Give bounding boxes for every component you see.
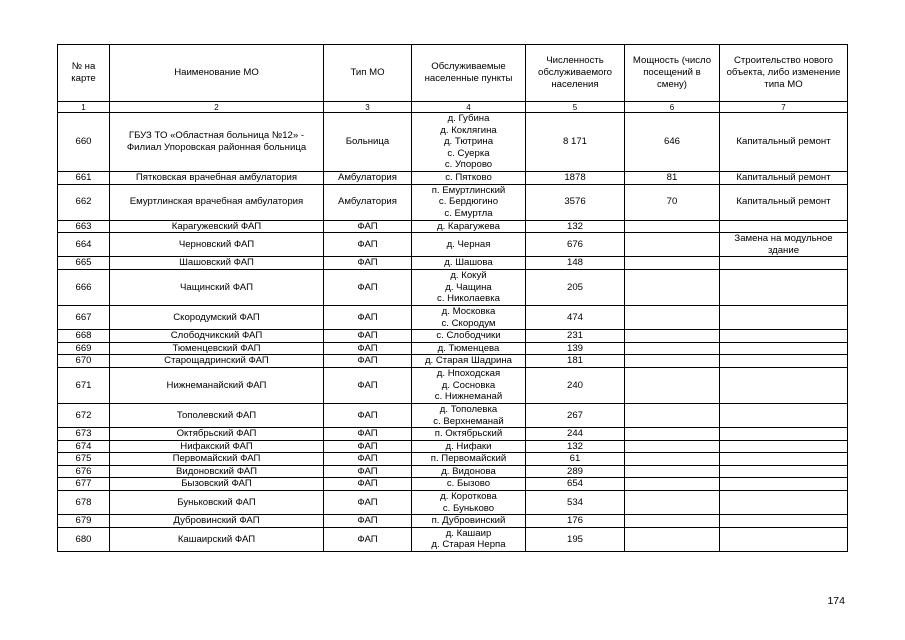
capacity-cell <box>625 403 720 427</box>
map-number-cell: 675 <box>58 453 110 466</box>
mo-type-cell: ФАП <box>324 453 412 466</box>
header-mo-name: Наименование МО <box>110 45 324 102</box>
capacity-cell <box>625 515 720 528</box>
settlement-name: д. Кокуй <box>450 270 487 282</box>
capacity-cell <box>625 233 720 257</box>
table-row <box>58 515 848 528</box>
settlement-name: д. Тюменцева <box>437 342 500 354</box>
settlement-name: с. Пятково <box>445 171 492 183</box>
mo-type-cell: ФАП <box>324 220 412 233</box>
mo-name-cell: Нижнеманайский ФАП <box>110 367 324 403</box>
header-map-number: № на карте <box>58 45 110 102</box>
table-row <box>58 367 848 403</box>
map-number-cell: 679 <box>58 515 110 528</box>
settlement-name: д. Карагужева <box>436 220 500 232</box>
settlement-name: п. Дубровинский <box>431 515 506 527</box>
map-number-cell: 667 <box>58 305 110 329</box>
table-row <box>58 220 848 233</box>
mo-type-cell: Амбулатория <box>324 171 412 184</box>
population-cell: 61 <box>526 453 625 466</box>
construction-cell <box>720 428 848 441</box>
column-number: 1 <box>58 102 110 113</box>
mo-type-cell: ФАП <box>324 355 412 368</box>
mo-type-cell: Больница <box>324 113 412 172</box>
settlements-cell <box>412 355 526 368</box>
mo-type-cell: ФАП <box>324 478 412 491</box>
capacity-cell <box>625 465 720 478</box>
mo-name-cell: Видоновский ФАП <box>110 465 324 478</box>
settlements-cell <box>412 257 526 270</box>
settlement-name: п. Октябрьский <box>434 428 503 440</box>
population-cell: 267 <box>526 403 625 427</box>
table-row <box>58 184 848 220</box>
map-number-cell: 665 <box>58 257 110 270</box>
settlements-cell <box>412 515 526 528</box>
capacity-cell <box>625 257 720 270</box>
mo-name-cell: Шашовский ФАП <box>110 257 324 270</box>
capacity-cell <box>625 453 720 466</box>
capacity-cell <box>625 342 720 355</box>
settlement-name: п. Емуртлинский <box>431 184 506 196</box>
construction-cell <box>720 257 848 270</box>
settlements-cell <box>412 233 526 257</box>
population-cell: 181 <box>526 355 625 368</box>
header-capacity: Мощность (число посещений в смену) <box>625 45 720 102</box>
capacity-cell: 646 <box>625 113 720 172</box>
column-number: 5 <box>526 102 625 113</box>
construction-cell <box>720 269 848 305</box>
population-cell: 289 <box>526 465 625 478</box>
map-number-cell: 672 <box>58 403 110 427</box>
construction-cell <box>720 403 848 427</box>
mo-type-cell: ФАП <box>324 465 412 478</box>
column-numbers-row <box>58 102 848 113</box>
capacity-cell <box>625 220 720 233</box>
construction-cell <box>720 491 848 515</box>
table-row <box>58 491 848 515</box>
settlement-name: д. Тополевка <box>439 403 498 415</box>
table-row <box>58 403 848 427</box>
mo-name-cell: Карагужевский ФАП <box>110 220 324 233</box>
map-number-cell: 670 <box>58 355 110 368</box>
table-row <box>58 257 848 270</box>
construction-cell <box>720 440 848 453</box>
mo-type-cell: ФАП <box>324 367 412 403</box>
mo-name-cell: Старощадринский ФАП <box>110 355 324 368</box>
mo-name-cell: Тюменцевский ФАП <box>110 342 324 355</box>
population-cell: 676 <box>526 233 625 257</box>
mo-type-cell: ФАП <box>324 440 412 453</box>
mo-name-cell: ГБУЗ ТО «Областная больница №12» - Филиал Упоровская районная больница <box>110 113 324 172</box>
mo-type-cell: ФАП <box>324 491 412 515</box>
capacity-cell <box>625 367 720 403</box>
mo-name-cell: Черновский ФАП <box>110 233 324 257</box>
table-row <box>58 305 848 329</box>
header-construction: Строительство нового объекта, либо изменение типа МО <box>720 45 848 102</box>
settlement-name: с. Емуртла <box>444 207 493 219</box>
settlements-cell <box>412 113 526 172</box>
map-number-cell: 676 <box>58 465 110 478</box>
header-row <box>58 45 848 102</box>
map-number-cell: 677 <box>58 478 110 491</box>
construction-cell <box>720 478 848 491</box>
mo-name-cell: Октябрьский ФАП <box>110 428 324 441</box>
table-row <box>58 269 848 305</box>
settlement-name: с. Суерка <box>447 147 490 159</box>
population-cell: 132 <box>526 220 625 233</box>
column-number: 6 <box>625 102 720 113</box>
settlements-cell <box>412 478 526 491</box>
construction-cell <box>720 453 848 466</box>
capacity-cell <box>625 355 720 368</box>
settlements-cell <box>412 428 526 441</box>
construction-cell <box>720 220 848 233</box>
construction-cell: Замена на модульное здание <box>720 233 848 257</box>
mo-name-cell: Пятковская врачебная амбулатория <box>110 171 324 184</box>
settlements-cell <box>412 330 526 343</box>
population-cell: 534 <box>526 491 625 515</box>
construction-cell <box>720 527 848 551</box>
population-cell: 139 <box>526 342 625 355</box>
table-row <box>58 355 848 368</box>
settlements-cell <box>412 453 526 466</box>
capacity-cell <box>625 330 720 343</box>
capacity-cell <box>625 269 720 305</box>
mo-type-cell: ФАП <box>324 269 412 305</box>
settlements-cell <box>412 465 526 478</box>
mo-name-cell: Первомайский ФАП <box>110 453 324 466</box>
mo-type-cell: ФАП <box>324 428 412 441</box>
settlement-name: с. Николаевка <box>437 293 500 305</box>
construction-cell <box>720 355 848 368</box>
settlements-cell <box>412 440 526 453</box>
table-row <box>58 465 848 478</box>
settlement-name: с. Бызово <box>446 478 491 490</box>
settlement-name: д. Кашаир <box>445 527 492 539</box>
population-cell: 205 <box>526 269 625 305</box>
table-row <box>58 171 848 184</box>
construction-cell <box>720 305 848 329</box>
population-cell: 3576 <box>526 184 625 220</box>
settlements-cell <box>412 491 526 515</box>
settlement-name: п. Первомайский <box>430 453 507 465</box>
settlement-name: с. Упорово <box>444 159 493 171</box>
table-row <box>58 440 848 453</box>
table-row <box>58 428 848 441</box>
population-cell: 654 <box>526 478 625 491</box>
construction-cell <box>720 465 848 478</box>
map-number-cell: 671 <box>58 367 110 403</box>
map-number-cell: 678 <box>58 491 110 515</box>
settlement-name: д. Старая Шадрина <box>424 355 513 367</box>
map-number-cell: 669 <box>58 342 110 355</box>
settlements-cell <box>412 527 526 551</box>
settlement-name: с. Нижнеманай <box>434 391 503 403</box>
population-cell: 176 <box>526 515 625 528</box>
capacity-cell <box>625 491 720 515</box>
settlement-name: д. Коклягина <box>440 124 497 136</box>
column-number: 4 <box>412 102 526 113</box>
settlement-name: д. Тютрина <box>443 136 494 148</box>
settlements-cell <box>412 269 526 305</box>
column-number: 7 <box>720 102 848 113</box>
capacity-cell <box>625 440 720 453</box>
map-number-cell: 661 <box>58 171 110 184</box>
mo-type-cell: ФАП <box>324 233 412 257</box>
capacity-cell <box>625 428 720 441</box>
construction-cell: Капитальный ремонт <box>720 184 848 220</box>
construction-cell <box>720 515 848 528</box>
population-cell: 195 <box>526 527 625 551</box>
table-row <box>58 330 848 343</box>
column-number: 3 <box>324 102 412 113</box>
map-number-cell: 674 <box>58 440 110 453</box>
construction-cell <box>720 330 848 343</box>
mo-type-cell: ФАП <box>324 257 412 270</box>
population-cell: 240 <box>526 367 625 403</box>
population-cell: 1878 <box>526 171 625 184</box>
settlement-name: д. Чащина <box>445 281 492 293</box>
population-cell: 231 <box>526 330 625 343</box>
population-cell: 474 <box>526 305 625 329</box>
settlements-cell <box>412 305 526 329</box>
population-cell: 132 <box>526 440 625 453</box>
settlements-cell <box>412 171 526 184</box>
map-number-cell: 668 <box>58 330 110 343</box>
mo-name-cell: Скородумский ФАП <box>110 305 324 329</box>
construction-cell: Капитальный ремонт <box>720 171 848 184</box>
population-cell: 8 171 <box>526 113 625 172</box>
settlements-cell <box>412 403 526 427</box>
settlement-name: д. Черная <box>446 238 491 250</box>
settlement-name: д. Нпоходская <box>436 368 501 380</box>
construction-cell <box>720 342 848 355</box>
column-number: 2 <box>110 102 324 113</box>
medical-organizations-table <box>57 44 848 552</box>
settlements-cell <box>412 220 526 233</box>
header-mo-type: Тип МО <box>324 45 412 102</box>
mo-name-cell: Слободчикский ФАП <box>110 330 324 343</box>
mo-type-cell: ФАП <box>324 515 412 528</box>
mo-name-cell: Тополевский ФАП <box>110 403 324 427</box>
capacity-cell: 70 <box>625 184 720 220</box>
capacity-cell: 81 <box>625 171 720 184</box>
population-cell: 244 <box>526 428 625 441</box>
header-population: Численность обслуживаемого населения <box>526 45 625 102</box>
population-cell: 148 <box>526 257 625 270</box>
mo-name-cell: Кашаирский ФАП <box>110 527 324 551</box>
map-number-cell: 662 <box>58 184 110 220</box>
table-row <box>58 527 848 551</box>
map-number-cell: 680 <box>58 527 110 551</box>
construction-cell <box>720 367 848 403</box>
table-row <box>58 342 848 355</box>
settlements-cell <box>412 367 526 403</box>
mo-name-cell: Нифакский ФАП <box>110 440 324 453</box>
settlement-name: с. Буньково <box>442 502 495 514</box>
mo-name-cell: Емуртлинская врачебная амбулатория <box>110 184 324 220</box>
settlement-name: д. Нифаки <box>445 440 492 452</box>
mo-type-cell: ФАП <box>324 527 412 551</box>
settlements-cell <box>412 342 526 355</box>
table-row <box>58 233 848 257</box>
map-number-cell: 663 <box>58 220 110 233</box>
capacity-cell <box>625 527 720 551</box>
settlement-name: д. Московка <box>441 305 496 317</box>
mo-type-cell: Амбулатория <box>324 184 412 220</box>
settlements-cell <box>412 184 526 220</box>
mo-type-cell: ФАП <box>324 403 412 427</box>
table-row <box>58 453 848 466</box>
settlement-name: д. Губина <box>447 113 490 124</box>
capacity-cell <box>625 478 720 491</box>
header-settlements: Обслуживаемые населенные пункты <box>412 45 526 102</box>
settlement-name: д. Короткова <box>440 491 497 503</box>
settlement-name: с. Бердюгино <box>438 196 499 208</box>
table-row <box>58 478 848 491</box>
settlement-name: д. Шашова <box>444 257 493 269</box>
settlement-name: д. Старая Нерпа <box>431 539 506 551</box>
map-number-cell: 666 <box>58 269 110 305</box>
map-number-cell: 664 <box>58 233 110 257</box>
settlement-name: с. Слободчики <box>436 330 501 342</box>
construction-cell: Капитальный ремонт <box>720 113 848 172</box>
map-number-cell: 660 <box>58 113 110 172</box>
mo-type-cell: ФАП <box>324 330 412 343</box>
mo-name-cell: Чащинский ФАП <box>110 269 324 305</box>
table-row <box>58 113 848 172</box>
settlement-name: с. Скородум <box>441 317 496 329</box>
mo-name-cell: Дубровинский ФАП <box>110 515 324 528</box>
mo-name-cell: Бызовский ФАП <box>110 478 324 491</box>
settlement-name: д. Сосновка <box>441 379 496 391</box>
page-number: 174 <box>827 595 845 607</box>
settlement-name: с. Верхнеманай <box>433 415 504 427</box>
capacity-cell <box>625 305 720 329</box>
settlement-name: д. Видонова <box>441 465 496 477</box>
map-number-cell: 673 <box>58 428 110 441</box>
mo-name-cell: Буньковский ФАП <box>110 491 324 515</box>
mo-type-cell: ФАП <box>324 342 412 355</box>
mo-type-cell: ФАП <box>324 305 412 329</box>
